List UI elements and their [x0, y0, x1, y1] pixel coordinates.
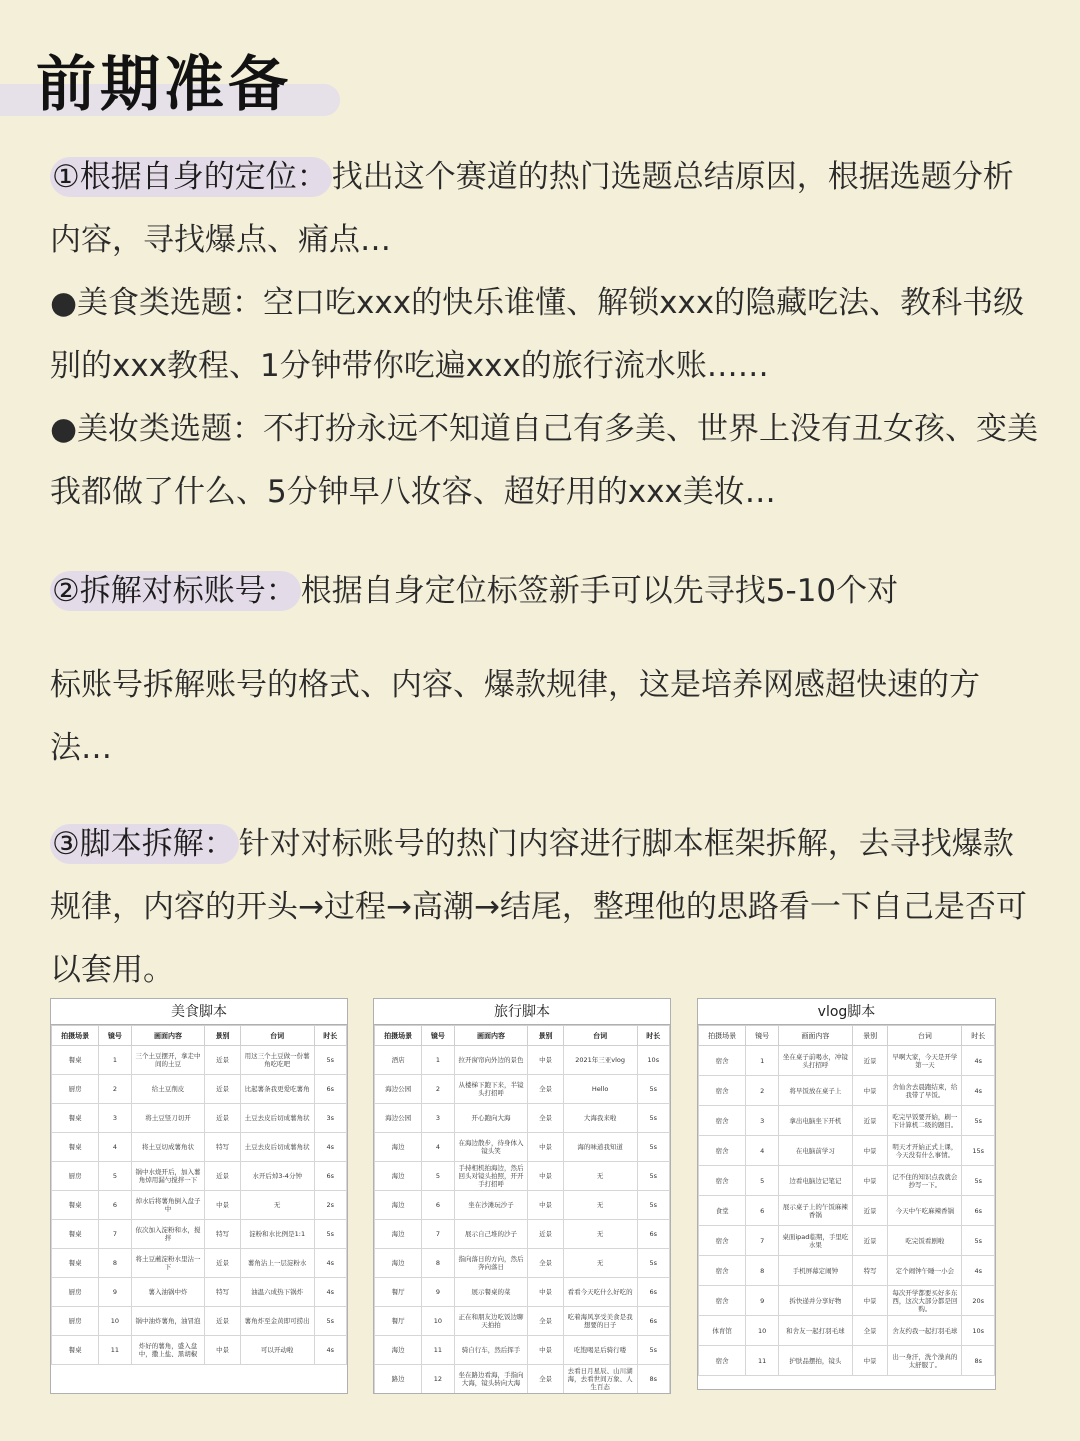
section-1-heading: ①根据自身的定位：	[50, 157, 332, 197]
table-cell: 早啊大家，今天是开学第一天	[888, 1046, 962, 1076]
table-cell: 明天才开始正式上课，今天没有什么事情。	[888, 1136, 962, 1166]
table-cell: 11	[746, 1346, 779, 1376]
table-cell: 近景	[852, 1196, 888, 1226]
table-cell: 8	[99, 1249, 131, 1278]
table-caption: 旅行脚本	[374, 999, 670, 1025]
table-cell: 正在和朋友边吃饭边聊天拍拍	[454, 1307, 528, 1336]
table-cell: 10s	[962, 1316, 995, 1346]
table-cell: 骑自行车，然后挥手	[454, 1336, 528, 1365]
table-cell: 食堂	[699, 1196, 746, 1226]
table-cell: 中景	[528, 1191, 563, 1220]
table-cell: 土豆去皮后切成薯角状	[240, 1104, 314, 1133]
table-cell: 4	[746, 1136, 779, 1166]
table-cell: 酒店	[375, 1046, 422, 1075]
table-cell: 近景	[852, 1046, 888, 1076]
table-row	[699, 1316, 995, 1346]
table-cell: 5s	[962, 1166, 995, 1196]
table-cell: 6	[422, 1191, 454, 1220]
table-cell: 10s	[637, 1046, 669, 1075]
table-cell: 5s	[314, 1220, 346, 1249]
table-row	[699, 1226, 995, 1256]
table-cell: 在海边散步，待身体入镜头笑	[454, 1133, 528, 1162]
table-cell: 1	[99, 1046, 131, 1075]
table-cell: 厨房	[52, 1278, 99, 1307]
table-cell: 4s	[314, 1336, 346, 1365]
column-header: 画面内容	[454, 1026, 528, 1046]
table-row	[699, 1256, 995, 1286]
table-cell: 中景	[205, 1191, 240, 1220]
table-cell: 中景	[852, 1076, 888, 1106]
table-cell: 桌面ipad临期，手里吃水果	[778, 1226, 852, 1256]
table-cell: 2021年三亚vlog	[563, 1046, 637, 1075]
table-row	[375, 1365, 670, 1394]
table-cell: 中景	[528, 1133, 563, 1162]
table-cell: 5	[99, 1162, 131, 1191]
table-cell: 9	[422, 1278, 454, 1307]
table-row	[699, 1046, 995, 1076]
table-cell: 无	[563, 1162, 637, 1191]
table-cell: 展示餐桌的菜	[454, 1278, 528, 1307]
table-cell: 7	[422, 1220, 454, 1249]
table-row	[52, 1278, 347, 1307]
table-cell: 餐厅	[375, 1307, 422, 1336]
table-cell: 5s	[637, 1075, 669, 1104]
table-row	[699, 1196, 995, 1226]
table-cell: 给土豆削皮	[131, 1075, 205, 1104]
table-cell: 无	[563, 1249, 637, 1278]
table-row	[375, 1278, 670, 1307]
table-cell: 近景	[205, 1249, 240, 1278]
table-cell: 厨房	[52, 1307, 99, 1336]
table-row	[699, 1076, 995, 1106]
table-cell: 厨房	[52, 1162, 99, 1191]
table-row	[52, 1162, 347, 1191]
table-row	[52, 1307, 347, 1336]
table-cell: 中景	[528, 1278, 563, 1307]
table-cell: 展示自己堆的沙子	[454, 1220, 528, 1249]
table-cell: 5s	[962, 1226, 995, 1256]
table-cell: 指向落日的方向，然后奔向落日	[454, 1249, 528, 1278]
table-cell: 路边	[375, 1365, 422, 1394]
table-cell: 近景	[205, 1104, 240, 1133]
table-cell: 4s	[962, 1046, 995, 1076]
table-cell: 特写	[852, 1256, 888, 1286]
table-cell: 宿舍	[699, 1286, 746, 1316]
table-cell: 海边	[375, 1220, 422, 1249]
table-cell: 比起薯条我更爱吃薯角	[240, 1075, 314, 1104]
column-header: 景别	[205, 1026, 240, 1046]
table-cell: 全景	[528, 1365, 563, 1394]
table-row	[52, 1104, 347, 1133]
table-cell: 大海我来啦	[563, 1104, 637, 1133]
column-header: 镜号	[422, 1026, 454, 1046]
table-cell: 手持相机拍海边，然后回头对镜头拍照，开开手打招呼	[454, 1162, 528, 1191]
table-cell: 海边	[375, 1162, 422, 1191]
table-row	[699, 1106, 995, 1136]
section-1-bullet-food: ●美食类选题：空口吃xxx的快乐谁懂、解锁xxx的隐藏吃法、教科书级别的xxx教程、1分钟带你吃遍xxx的旅行流水账……	[50, 285, 1025, 384]
table-row	[699, 1286, 995, 1316]
table-row	[52, 1336, 347, 1365]
table-cell: 锅中油炸薯角，油冒泡	[131, 1307, 205, 1336]
section-1-bullet-makeup: ●美妆类选题：不打扮永远不知道自己有多美、世界上没有丑女孩、变美我都做了什么、5分钟早八妆容、超好用的xxx美妆…	[50, 411, 1039, 510]
table-cell: 2	[746, 1076, 779, 1106]
table-cell: 每次开学都要买好多东西，这次大部分都是回购。	[888, 1286, 962, 1316]
table-cell: 餐桌	[52, 1104, 99, 1133]
table-cell: 薯角炸至金黄即可捞出	[240, 1307, 314, 1336]
table-cell: 全景	[852, 1316, 888, 1346]
table-cell: 用这三个土豆做一份薯角吃吃吧	[240, 1046, 314, 1075]
table-cell: 6s	[314, 1075, 346, 1104]
column-header: 景别	[528, 1026, 563, 1046]
table-cell: 宿舍	[699, 1166, 746, 1196]
table-cell: 中景	[852, 1166, 888, 1196]
table-cell: 无	[563, 1220, 637, 1249]
table-cell: 淀粉和水比例是1:1	[240, 1220, 314, 1249]
table-cell: 和舍友一起打羽毛球	[778, 1316, 852, 1346]
table-cell: 7	[99, 1220, 131, 1249]
table-cell: 近景	[205, 1307, 240, 1336]
table-cell: 近景	[528, 1220, 563, 1249]
table-cell: 5s	[314, 1307, 346, 1336]
table-cell: 6s	[962, 1196, 995, 1226]
table-cell: 海边	[375, 1336, 422, 1365]
table-cell: 拉开窗帘向外边的景色	[454, 1046, 528, 1075]
section-2-line1	[50, 560, 1040, 623]
table-cell: 15s	[962, 1136, 995, 1166]
table-cell: 中景	[852, 1286, 888, 1316]
table-cell: 看看今天吃什么好吃的	[563, 1278, 637, 1307]
table-cell: 海边公园	[375, 1104, 422, 1133]
table-row	[52, 1249, 347, 1278]
table-cell: 水开后焯3-4分钟	[240, 1162, 314, 1191]
table-cell: 坐在路边看海，手指向大海，镜头转向大海	[454, 1365, 528, 1394]
column-header: 画面内容	[131, 1026, 205, 1046]
section-2-body-rest: 标账号拆解账号的格式、内容、爆款规律，这是培养网感超快速的方法…	[50, 667, 980, 766]
table-cell: 4s	[962, 1076, 995, 1106]
section-3-heading: ③脚本拆解：	[50, 824, 239, 864]
table-cell: 20s	[962, 1286, 995, 1316]
table-cell: 12	[422, 1365, 454, 1394]
table-row	[699, 1346, 995, 1376]
table-cell: 3	[746, 1106, 779, 1136]
table-cell: 8s	[637, 1365, 669, 1394]
table-cell: 依次加入淀粉和水，搅拌	[131, 1220, 205, 1249]
table-cell: 8	[746, 1256, 779, 1286]
table-row	[375, 1336, 670, 1365]
table-cell: 餐厅	[375, 1278, 422, 1307]
column-header: 拍摄场景	[699, 1026, 746, 1046]
table-cell: 3	[99, 1104, 131, 1133]
table-cell: 4s	[314, 1133, 346, 1162]
table-cell: 舍仙舍去晨跑结束，给我带了早饭。	[888, 1076, 962, 1106]
table-cell: 7	[746, 1226, 779, 1256]
table-cell: 餐桌	[52, 1046, 99, 1075]
table-cell: 特写	[205, 1133, 240, 1162]
table-cell: 坐在沙滩玩沙子	[454, 1191, 528, 1220]
table-caption: vlog脚本	[698, 999, 995, 1025]
vlog-script-table	[697, 998, 996, 1390]
table-cell: 海边	[375, 1249, 422, 1278]
table-cell: 5	[746, 1166, 779, 1196]
table-cell: 5s	[637, 1191, 669, 1220]
food-script-table	[50, 998, 348, 1394]
table-cell: 去看日月星辰、山川湖海，去看世间万象、人生百态	[563, 1365, 637, 1394]
table-cell: 中景	[852, 1346, 888, 1376]
table-cell: 宿舍	[699, 1076, 746, 1106]
table-row	[375, 1162, 670, 1191]
table-cell: 出一身汗，洗个澡真的太舒服了。	[888, 1346, 962, 1376]
table-row	[52, 1046, 347, 1075]
table-cell: 中景	[528, 1336, 563, 1365]
table-cell: 6	[746, 1196, 779, 1226]
table-cell: 宿舍	[699, 1136, 746, 1166]
table-cell: 餐桌	[52, 1133, 99, 1162]
table-cell: 宿舍	[699, 1256, 746, 1286]
table-cell: 8	[422, 1249, 454, 1278]
table-cell: 4s	[314, 1249, 346, 1278]
column-header: 景别	[852, 1026, 888, 1046]
table-cell: 餐桌	[52, 1191, 99, 1220]
column-header: 时长	[637, 1026, 669, 1046]
table-cell: 近景	[852, 1106, 888, 1136]
table-cell: 近景	[852, 1226, 888, 1256]
table-cell: 从楼梯下跑下来，半镜头打招呼	[454, 1075, 528, 1104]
table-caption: 美食脚本	[51, 999, 347, 1025]
script-table-images	[50, 998, 996, 1394]
table-cell: 全景	[528, 1104, 563, 1133]
table-cell: 薯入油锅中炸	[131, 1278, 205, 1307]
table-row	[375, 1307, 670, 1336]
column-header: 台词	[888, 1026, 962, 1046]
table-cell: 5s	[637, 1162, 669, 1191]
table-cell: 海边公园	[375, 1075, 422, 1104]
table-cell: 餐桌	[52, 1220, 99, 1249]
table-row	[52, 1133, 347, 1162]
table-cell: 4s	[314, 1278, 346, 1307]
table-cell: Hello	[563, 1075, 637, 1104]
table-row	[52, 1220, 347, 1249]
table-cell: 舍友约我一起打羽毛球	[888, 1316, 962, 1346]
table-row	[375, 1104, 670, 1133]
table-row	[375, 1220, 670, 1249]
table-row	[375, 1046, 670, 1075]
table-cell: 6s	[637, 1278, 669, 1307]
table-cell: 餐桌	[52, 1249, 99, 1278]
section-2-body-line1: 根据自身定位标签新手可以先寻找5-10个对	[300, 573, 899, 609]
table-cell: 海边	[375, 1133, 422, 1162]
table-cell: 吃完早饭要开始，刷一下计算机二级的题目。	[888, 1106, 962, 1136]
table-cell: 薯角沾上一层淀粉水	[240, 1249, 314, 1278]
table-cell: 中景	[852, 1136, 888, 1166]
table-cell: 1	[422, 1046, 454, 1075]
table-row	[699, 1136, 995, 1166]
column-header: 拍摄场景	[52, 1026, 99, 1046]
column-header: 镜号	[99, 1026, 131, 1046]
table-cell: 无	[563, 1191, 637, 1220]
table-cell: 2s	[314, 1191, 346, 1220]
table-cell: 近景	[205, 1046, 240, 1075]
table-cell: 4	[99, 1133, 131, 1162]
column-header: 镜号	[746, 1026, 779, 1046]
table-cell: 3	[422, 1104, 454, 1133]
section-1	[50, 146, 1040, 524]
table-cell: 全景	[528, 1307, 563, 1336]
table-cell: 8s	[962, 1346, 995, 1376]
table-cell: 油温六成热下锅炸	[240, 1278, 314, 1307]
table-cell: 记不住的知识点我就会抄写一下。	[888, 1166, 962, 1196]
table-cell: 将早饭放在桌子上	[778, 1076, 852, 1106]
table-cell: 锅中水烧开后，加入薯角焯用漏勺搅拌一下	[131, 1162, 205, 1191]
table-cell: 坐在桌子前喝水，冲镜头打招呼	[778, 1046, 852, 1076]
table-row	[52, 1191, 347, 1220]
table-row	[699, 1166, 995, 1196]
table-cell: 吃饱喝足后骑行喽	[563, 1336, 637, 1365]
table-cell: 特写	[205, 1278, 240, 1307]
table-cell: 6s	[637, 1220, 669, 1249]
table-cell: 近景	[205, 1075, 240, 1104]
column-header: 时长	[962, 1026, 995, 1046]
table-row	[375, 1191, 670, 1220]
table-cell: 今天中午吃麻辣香锅	[888, 1196, 962, 1226]
table-cell: 9	[746, 1286, 779, 1316]
table-cell: 海边	[375, 1191, 422, 1220]
table-cell: 拆快递并分享好物	[778, 1286, 852, 1316]
table-row	[375, 1075, 670, 1104]
table-cell: 可以开动啦	[240, 1336, 314, 1365]
table-cell: 1	[746, 1046, 779, 1076]
table-cell: 三个土豆摆开，拿走中间的土豆	[131, 1046, 205, 1075]
table-cell: 将土豆蘸淀粉水里沾一下	[131, 1249, 205, 1278]
table-cell: 将土豆竖刀切开	[131, 1104, 205, 1133]
table-cell: 10	[99, 1307, 131, 1336]
table-cell: 10	[746, 1316, 779, 1346]
section-2-rest	[50, 654, 1040, 780]
table-cell: 宿舍	[699, 1346, 746, 1376]
table-cell: 吃完饭看剧啦	[888, 1226, 962, 1256]
table-cell: 厨房	[52, 1075, 99, 1104]
table-cell: 近景	[205, 1162, 240, 1191]
table-cell: 5s	[962, 1106, 995, 1136]
table-cell: 2	[422, 1075, 454, 1104]
table-cell: 海的味道我知道	[563, 1133, 637, 1162]
section-2-heading: ②拆解对标账号：	[50, 571, 301, 611]
column-header: 画面内容	[778, 1026, 852, 1046]
table-cell: 5s	[637, 1133, 669, 1162]
table-cell: 定个闹钟午睡一小会	[888, 1256, 962, 1286]
table-cell: 炸好的薯角，盛入盘中，撒上盐、黑胡椒	[131, 1336, 205, 1365]
table-cell: 5s	[637, 1104, 669, 1133]
title-block	[0, 50, 345, 120]
table-cell: 宿舍	[699, 1046, 746, 1076]
section-3-body: 针对对标账号的热门内容进行脚本框架拆解，去寻找爆款规律，内容的开头→过程→高潮→结尾，整理他的思路看一下自己是否可以套用。	[50, 826, 1027, 988]
table-cell: 开心跑向大海	[454, 1104, 528, 1133]
table-cell: 全景	[528, 1075, 563, 1104]
table-cell: 土豆去皮后切成薯角状	[240, 1133, 314, 1162]
table-cell: 宿舍	[699, 1106, 746, 1136]
table-cell: 护肤品摆拍，镜头	[778, 1346, 852, 1376]
table-cell: 6	[99, 1191, 131, 1220]
table-cell: 11	[422, 1336, 454, 1365]
table-cell: 将土豆切成薯角状	[131, 1133, 205, 1162]
table-cell: 5s	[314, 1046, 346, 1075]
table-row	[375, 1133, 670, 1162]
table-cell: 5	[422, 1162, 454, 1191]
table-cell: 手机屏幕定闹钟	[778, 1256, 852, 1286]
table-cell: 在电脑前学习	[778, 1136, 852, 1166]
table-cell: 11	[99, 1336, 131, 1365]
table-cell: 中景	[528, 1046, 563, 1075]
table-cell: 中景	[528, 1162, 563, 1191]
table-cell: 无	[240, 1191, 314, 1220]
table-cell: 吃着海风享受美食是我想要的日子	[563, 1307, 637, 1336]
table-cell: 3s	[314, 1104, 346, 1133]
table-cell: 4s	[962, 1256, 995, 1286]
column-header: 拍摄场景	[375, 1026, 422, 1046]
table-cell: 4	[422, 1133, 454, 1162]
travel-script-table	[373, 998, 671, 1394]
section-3	[50, 813, 1040, 1002]
column-header: 时长	[314, 1026, 346, 1046]
table-cell: 2	[99, 1075, 131, 1104]
table-cell: 全景	[528, 1249, 563, 1278]
table-cell: 5s	[637, 1249, 669, 1278]
table-cell: 10	[422, 1307, 454, 1336]
column-header: 台词	[240, 1026, 314, 1046]
page-title: 前期准备	[36, 50, 292, 120]
table-cell: 6s	[637, 1307, 669, 1336]
table-cell: 拿出电脑坐下开机	[778, 1106, 852, 1136]
table-cell: 焯水后将薯角倒入盘子中	[131, 1191, 205, 1220]
table-cell: 体育馆	[699, 1316, 746, 1346]
table-cell: 展示桌子上的午饭麻辣香锅	[778, 1196, 852, 1226]
table-row	[52, 1075, 347, 1104]
table-cell: 9	[99, 1278, 131, 1307]
table-cell: 餐桌	[52, 1336, 99, 1365]
section-1-body: 找出这个赛道的热门选题总结原因，根据选题分析内容，寻找爆点、痛点…	[50, 159, 1014, 258]
table-cell: 6s	[314, 1162, 346, 1191]
table-row	[375, 1249, 670, 1278]
table-cell: 中景	[205, 1336, 240, 1365]
column-header: 台词	[563, 1026, 637, 1046]
table-cell: 特写	[205, 1220, 240, 1249]
table-cell: 宿舍	[699, 1226, 746, 1256]
table-cell: 5s	[637, 1336, 669, 1365]
table-cell: 边看电脑边记笔记	[778, 1166, 852, 1196]
